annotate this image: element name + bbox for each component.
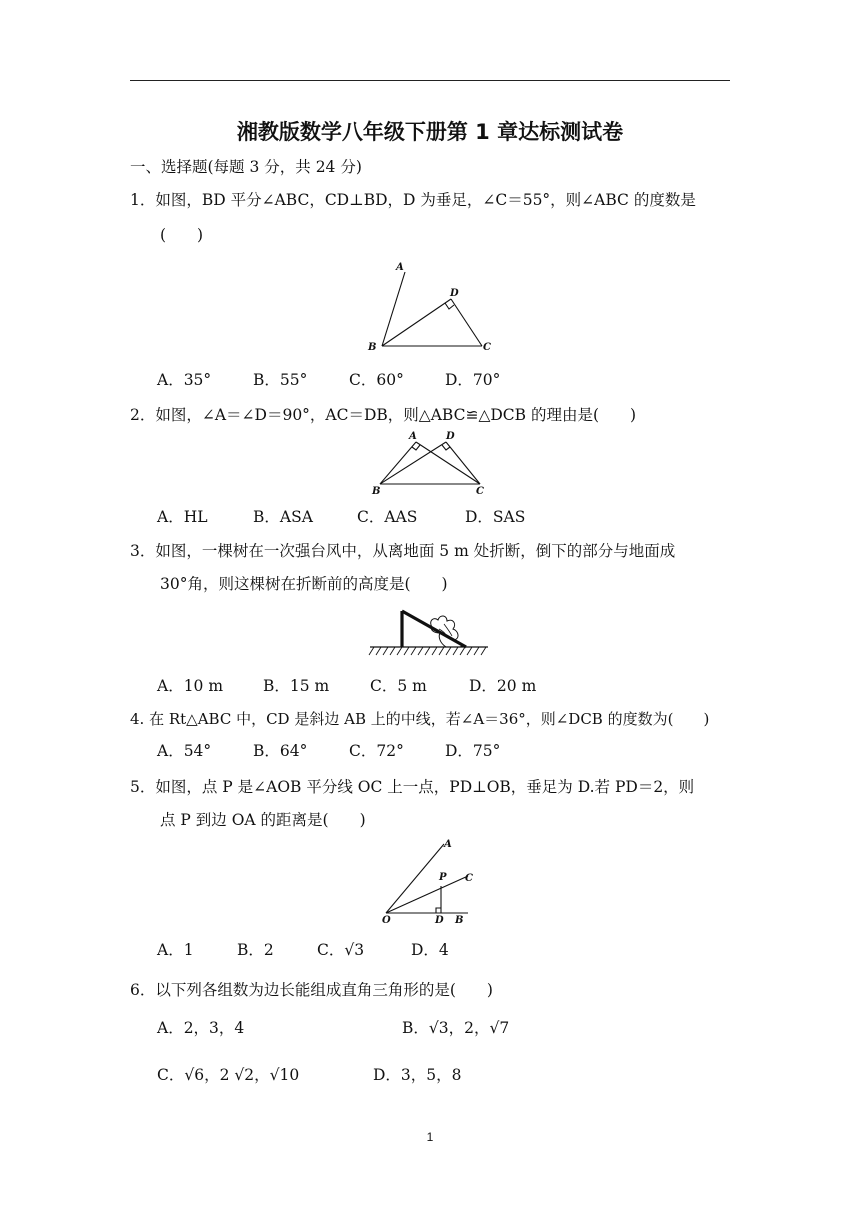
q5-text-line2: 点 P 到边 OA 的距离是( ) xyxy=(160,811,366,829)
q3-option-b: B．15 m xyxy=(263,677,330,695)
q1-label-D: D xyxy=(450,288,459,299)
q5-label-B: B xyxy=(455,915,464,926)
section-heading: 一、选择题(每题 3 分，共 24 分) xyxy=(130,158,362,176)
q3-text-line1: 3．如图，一棵树在一次强台风中，从离地面 5 m 处折断，倒下的部分与地面成 xyxy=(130,542,676,560)
q2-option-d: D．SAS xyxy=(465,508,526,526)
q1-option-c: C．60° xyxy=(349,371,404,389)
q1-option-b: B．55° xyxy=(253,371,308,389)
q2-text-line1: 2．如图，∠A＝∠D＝90°，AC＝DB，则△ABC≌△DCB 的理由是( ) xyxy=(130,406,637,424)
q2-segment-CD xyxy=(446,442,480,484)
q1-option-a: A．35° xyxy=(157,371,212,389)
q3-text-line2: 30°角，则这棵树在折断前的高度是( ) xyxy=(160,575,448,593)
q1-figure xyxy=(362,258,502,358)
q2-option-c: C．AAS xyxy=(357,508,418,526)
q5-label-A: A xyxy=(444,839,452,850)
q1-ray-BA xyxy=(382,272,405,346)
q3-option-d: D．20 m xyxy=(469,677,537,695)
q1-segment-DC xyxy=(451,299,482,346)
q3-ground-hatch xyxy=(369,647,486,655)
q2-option-a: A．HL xyxy=(157,508,208,526)
q1-right-angle-mark xyxy=(445,303,454,309)
q5-figure xyxy=(378,836,478,926)
q6-option-c: C．√6，2 √2，√10 xyxy=(157,1066,300,1084)
q4-option-d: D．75° xyxy=(445,742,501,760)
page-title: 湘教版数学八年级下册第 1 章达标测试卷 xyxy=(236,120,624,144)
q2-label-C: C xyxy=(476,486,484,497)
q1-option-d: D．70° xyxy=(445,371,501,389)
q5-ray-OC xyxy=(386,876,468,913)
q1-segment-BD xyxy=(382,299,451,346)
q5-option-b: B．2 xyxy=(237,941,274,959)
q2-label-D: D xyxy=(446,431,455,442)
q4-option-c: C．72° xyxy=(349,742,404,760)
q3-option-a: A．10 m xyxy=(157,677,224,695)
q2-label-B: B xyxy=(372,486,381,497)
q1-text-line1: 1．如图，BD 平分∠ABC，CD⊥BD，D 为垂足，∠C＝55°，则∠ABC 的度数是 xyxy=(130,191,696,209)
q5-label-C: C xyxy=(465,873,473,884)
q6-option-a: A．2，3，4 xyxy=(157,1019,245,1037)
q5-text-line1: 5．如图，点 P 是∠AOB 平分线 OC 上一点，PD⊥OB，垂足为 D.若 PD＝2，则 xyxy=(130,778,695,796)
q1-label-C: C xyxy=(483,342,491,353)
q6-text-line1: 6．以下列各组数为边长能组成直角三角形的是( ) xyxy=(130,981,493,999)
q5-label-P: P xyxy=(439,872,447,883)
q5-right-angle-mark xyxy=(436,908,441,913)
q2-option-b: B．ASA xyxy=(253,508,313,526)
q5-ray-OA xyxy=(386,844,444,913)
q2-figure xyxy=(368,428,498,498)
q1-text-line2: ( ) xyxy=(160,226,204,244)
q5-label-D: D xyxy=(435,915,444,926)
q4-option-a: A．54° xyxy=(157,742,212,760)
q5-option-a: A．1 xyxy=(157,941,194,959)
q6-option-d: D．3，5，8 xyxy=(373,1066,462,1084)
header-rule xyxy=(130,80,730,81)
q5-option-d: D．4 xyxy=(411,941,449,959)
q1-label-B: B xyxy=(368,342,377,353)
q4-text-line1: 4. 在 Rt△ABC 中，CD 是斜边 AB 上的中线，若∠A＝36°，则∠DCB 的度数为( ) xyxy=(130,710,710,728)
page-number: 1 xyxy=(426,1130,434,1144)
q4-option-b: B．64° xyxy=(253,742,308,760)
q3-figure xyxy=(368,602,490,660)
q1-label-A: A xyxy=(396,262,404,273)
q2-label-A: A xyxy=(409,431,417,442)
q5-label-O: O xyxy=(382,915,391,926)
q6-option-b: B．√3，2，√7 xyxy=(402,1019,510,1037)
q5-option-c: C．√3 xyxy=(317,941,365,959)
q3-option-c: C．5 m xyxy=(370,677,427,695)
q2-segment-BA xyxy=(380,442,416,484)
